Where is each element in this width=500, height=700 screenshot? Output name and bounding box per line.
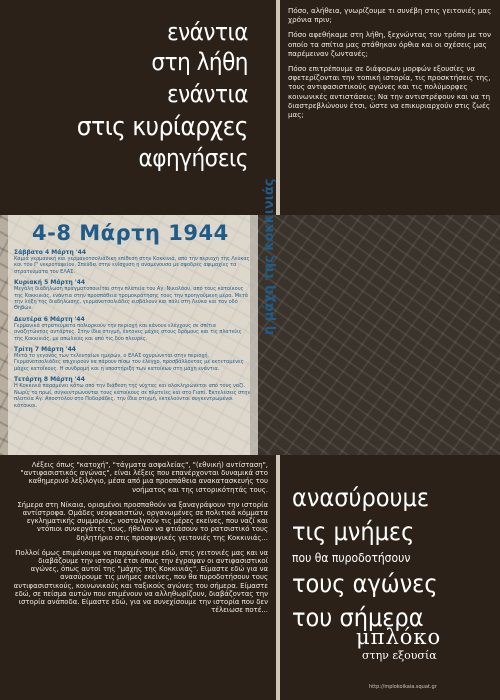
history-entry-day: Τετάρτη 8 Μάρτη '44 bbox=[14, 376, 85, 384]
slogan-line-2: τις μνήμες bbox=[292, 517, 415, 546]
history-entry bbox=[14, 346, 252, 372]
middle-band bbox=[0, 178, 500, 455]
slogan-line-3: που θα πυροδοτήσουν bbox=[292, 551, 411, 565]
history-entry-text: Γερμανικά στρατεύματα πολιορκούν την περιοχή και κάνουν ελέγχους σε σπίτια αναζητώντας αντάρτες. Στην ίδια στιγμή, έντονες μάχες στους δρόμους και τις πλατείες της Κοκκινιάς, με απώλειες και από τις δύο πλευρές. bbox=[14, 322, 242, 342]
history-entry bbox=[14, 316, 252, 342]
website-link[interactable]: http://mplokoikaia.squat.gr bbox=[369, 684, 437, 690]
title-block bbox=[0, 0, 276, 215]
intro-paragraph-2: Πόσο αφεθήκαμε στη λήθη, ξεχνώντας τον τρόπο με τον οποίο τα σπίτια μας στάθηκαν όρθια και οι σχέσεις μας παρέμειναν ζωντανές; bbox=[288, 30, 491, 58]
intro-paragraph-3: Πόσο επιτρέπουμε σε διάφορων μορφών εξουσίες να σφετερίζονται την τοπική ιστορία, τις προσκτήσεις της, τους αντιφασιστικούς αγώνες και τις πολύμορφες κοινωνικές αντιστάσεις; Να την αντιστρέφουν και να τη διαστρεβλώνουν έτσι, ώστε να επικυριαρχούν στις ζωές μας; bbox=[288, 64, 491, 120]
history-entry bbox=[14, 249, 252, 275]
body-paragraph-1: Λέξεις όπως "κατοχή", "τάγματα ασφαλείας", "(εθνική) αντίσταση", "αντιφασιστικός αγώνας", είναι λέξεις που επανέρχονται δυναμικά στο καθημερινό λεξιλόγιο, μέσα από μια προσπάθεια ανακατασκευής του νοήματος και της ιστορικότητάς τους. bbox=[20, 461, 268, 494]
body-paragraph-3: Πολλοί όμως επιμένουμε να παραμένουμε εδώ, στις γειτονιές μας και να διαβάζουμε την ιστορία έτσι όπως την έγραψαν οι αντιφασιστικοί αγώνες, όπως αυτοί της "μάχης της Κοκκινιάς". Είμαστε εδώ για να ανασύρουμε τις μνήμες εκείνες, που θα πυροδοτήσουν τους αντιφασιστικούς, κοινωνικούς και ταξικούς αγώνες του σήμερα. Είμαστε εδώ, σε πείσμα αυτών που επιμένουν να αλληθωρίζουν, διαβάζοντας την ιστορία ανάποδα. Είμαστε εδώ, για να συνεχίσουμε την ιστορία που δεν τέλειωσε ποτέ... bbox=[13, 548, 268, 615]
history-entry-text: Καμιά γερμανική και γερμανοτσολιάδικη επίθεση στην Κοκκινιά, από την περιοχή της Λεύκας και του Γ' νεκροταφείου. Σπεύδει στην ενίσχυση η αναμένουσα με σφοδρές αψιμαχίες τα στρατεύματα του ΕΛΑΣ. bbox=[14, 256, 250, 275]
title-line-2: στη λήθη bbox=[151, 48, 248, 76]
vertical-label: η μάχη της κοκκινιάς bbox=[262, 178, 277, 335]
intro-paragraph-1: Πόσο, αλήθεια, γνωρίζουμε τι συνέβη στις γειτονιές μας χρόνια πριν; bbox=[288, 6, 492, 25]
history-entry bbox=[14, 376, 252, 409]
map-image-dark bbox=[250, 215, 500, 455]
slogan-line-5: του σήμερα bbox=[292, 603, 424, 632]
history-entry-day: Τρίτη 7 Μάρτη '44 bbox=[14, 346, 76, 354]
title-line-5: αφηγήσεις bbox=[138, 144, 248, 172]
history-entry-day: Κυριακή 5 Μάρτη '44 bbox=[14, 279, 86, 287]
title-line-3: ενάντια bbox=[166, 80, 248, 108]
slogan-line-1: ανασύρουμε bbox=[292, 483, 430, 512]
history-entry-day: Σάββατο 4 Μάρτη '44 bbox=[14, 249, 86, 256]
history-date-title: 4-8 Μάρτη 1944 bbox=[32, 221, 229, 245]
history-entry-text: Μεγάλη διαδήλωση πραγματοποιείται στην πλατεία του Αγ. Νικολάου, από τους κατοίκους της Κοκκινιάς, ενάντια στην προσπάθεια τρομοκράτησης τους την προηγούμενη μέρα. Μετά την λήξη της διαδήλωσης, γερμανοτσολιάδες εισβάλουν και πάλι στη Λεύκα και τον οδό Θηβών. bbox=[14, 286, 249, 312]
logo-sub-text: στην εξουσία bbox=[362, 649, 437, 662]
logo bbox=[356, 625, 441, 662]
title-line-1: ενάντια bbox=[166, 18, 248, 46]
body-paragraph-2: Σήμερα στη Νίκαια, ορισμένοι προσπαθούν να ξαναγράψουν την ιστορία αντίστροφα. Ομάδες νεοφασιστών, οργανωμένες σε πολιτικά κόμματα εγκληματικής συμμορίες, νοσταλγούν τις μέρες εκείνες, που ναζί και ντόπιοι συνεργάτες τους, ήθελαν να φτιάσουν το ρατσιστικό τους δηλητήριο στις προσφυγικές γειτονιές της Κοκκινιάς... bbox=[17, 500, 268, 542]
slogan-block bbox=[280, 455, 500, 700]
body-text-block bbox=[0, 455, 276, 700]
slogan-line-4: τους αγώνες bbox=[292, 569, 438, 598]
history-panel bbox=[8, 215, 258, 455]
history-entry-text: Μετά το γεγονός των τελευταίων ημερών, ο ΕΛΑΣ οχυρώνεται στην περιοχή. Γερμανοτσολιάδες επιχειρούν να πάρουν πίσω τον έλεγχο, προσβάλλοντας με εκτεταμένες μάχες κατοίκους. Η συνδρομή και η υποστήριξη των κατοίκων στη μάχη ενάντια. bbox=[14, 353, 244, 372]
intro-text-block bbox=[282, 0, 500, 215]
logo-main-text: μπλόκο bbox=[356, 625, 442, 649]
title-line-4: στις κυρίαρχες bbox=[76, 112, 248, 142]
history-entry bbox=[14, 279, 252, 312]
history-entry-day: Δευτέρα 6 Μάρτη '44 bbox=[14, 315, 85, 323]
history-entry-text: Η Κοκκινιά παραμένει κάτω από την διάθεση της νύχτας και ολοκληρώνεται από τους ναζί. Νωρίς το πρωί, συγκεντρώνονται τους κατοίκους σε πλατείες και στο Γιαπί. Εκτελέσεις στην πλατεία Αγ. Αποστόλου στο Ποδαράδες, την ίδια στιγμή, εκτελούνται συγκεντρωμένοι κάτοικοι. bbox=[14, 383, 251, 409]
